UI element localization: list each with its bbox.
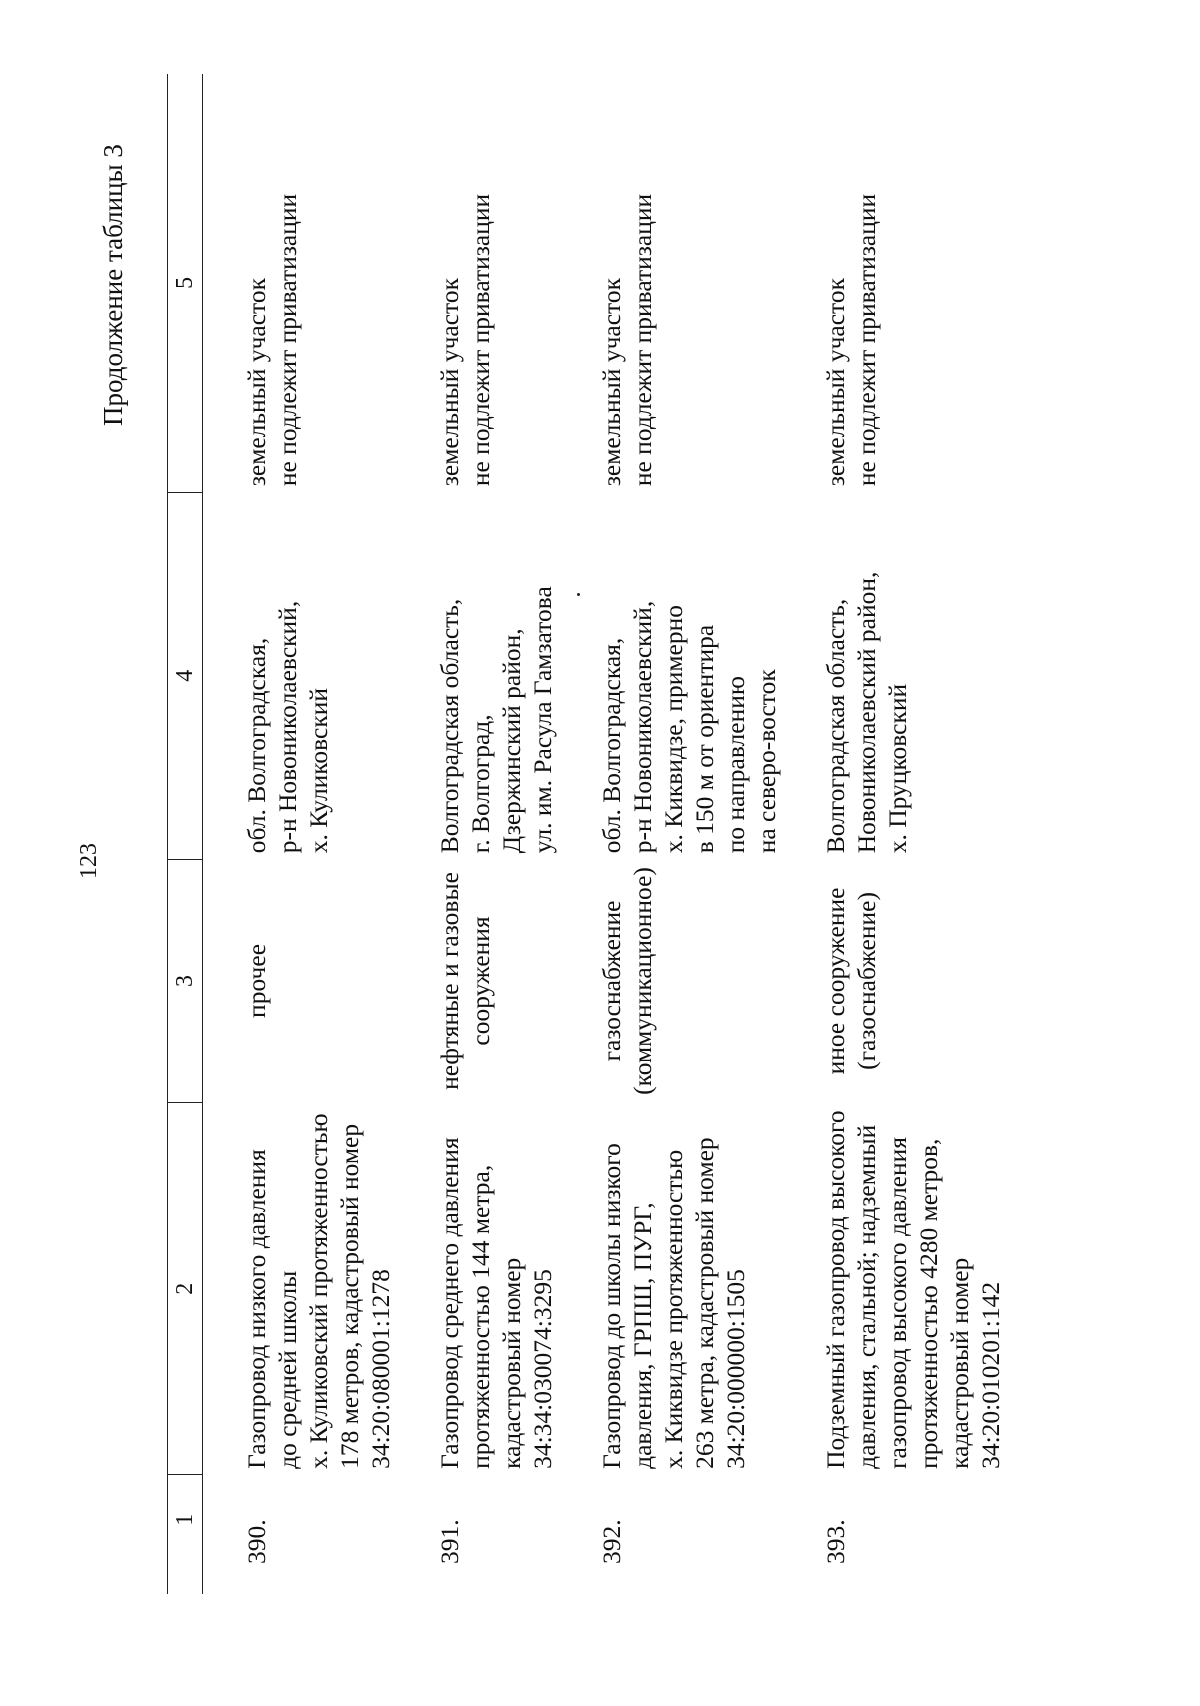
cell-line: кадастровый номер	[497, 1257, 526, 1469]
cell-line: (газоснабжение)	[852, 892, 881, 1070]
cell-line: давления, стальной; надземный	[852, 1124, 881, 1469]
cell-line: не подлежит приватизации	[273, 193, 302, 487]
address-cell	[558, 492, 782, 859]
address-cell	[782, 492, 1006, 859]
cell-line: х. Пруцковский	[883, 683, 912, 854]
cell-line: х. Киквидзе, примерно	[659, 604, 688, 854]
cell-line: 34:20:080001:1278	[366, 1269, 395, 1469]
cell-line: 34:20:000000:1505	[721, 1269, 750, 1469]
cell-line: земельный участок	[821, 278, 850, 487]
row-number-cell: 392.	[597, 1519, 626, 1564]
cell-line: по направлению	[721, 676, 750, 854]
cell-line: на северо-восток	[752, 669, 781, 854]
cell-line: земельный участок	[435, 278, 464, 487]
cell-line: Газопровод до школы низкого	[597, 1143, 626, 1469]
page-number: 123	[76, 843, 102, 879]
object-name-cell	[558, 1103, 782, 1475]
register-table	[167, 74, 1006, 1594]
column-number-row	[168, 74, 203, 1594]
cell-line: газоснабжение	[597, 900, 626, 1062]
address-cell	[396, 492, 558, 859]
object-name-cell	[396, 1103, 558, 1475]
cell-line: обл. Волгоградская,	[242, 637, 271, 854]
cell-line: 263 метра, кадастровый номер	[690, 1137, 719, 1469]
table-row	[396, 74, 558, 1594]
cell-line: р-н Новониколаевский,	[273, 600, 302, 854]
row-number-cell: 390.	[242, 1519, 271, 1564]
cell-line: (коммуникационное)	[628, 867, 657, 1095]
object-type-cell	[203, 859, 397, 1102]
note-cell	[203, 74, 397, 492]
row-number-cell: 391.	[435, 1519, 464, 1564]
note-cell	[558, 74, 782, 492]
stray-dot	[577, 593, 580, 596]
cell-line: газопровод высокого давления	[883, 1136, 912, 1469]
cell-line: нефтяные и газовые	[435, 872, 464, 1090]
column-number: 3	[168, 859, 203, 1102]
column-number: 4	[168, 492, 203, 859]
cell-line: до средней школы	[273, 1270, 302, 1469]
cell-line: не подлежит приватизации	[852, 193, 881, 487]
cell-line: Новониколаевский район,	[852, 571, 881, 854]
cell-line: х. Киквидзе протяженностью	[659, 1149, 688, 1469]
cell-line: прочее	[242, 943, 271, 1018]
cell-line: г. Волгоград,	[466, 714, 495, 854]
cell-line: обл. Волгоградская,	[597, 637, 626, 854]
cell-line: Газопровод низкого давления	[242, 1149, 271, 1469]
cell-line: Газопровод среднего давления	[435, 1137, 464, 1469]
cell-line: кадастровый номер	[945, 1257, 974, 1469]
column-number: 2	[168, 1103, 203, 1475]
cell-line: ул. им. Расула Гамзатова	[528, 586, 557, 854]
cell-line: протяженностью 144 метра,	[466, 1164, 495, 1469]
object-name-cell	[203, 1103, 397, 1475]
table-row	[203, 74, 397, 1594]
cell-line: 178 метров, кадастровый номер	[335, 1123, 364, 1469]
object-type-cell	[558, 859, 782, 1102]
cell-line: не подлежит приватизации	[628, 193, 657, 487]
cell-line: Волгоградская область,	[435, 598, 464, 854]
cell-line: 34:20:010201:142	[976, 1281, 1005, 1469]
cell-line: р-н Новониколаевский,	[628, 600, 657, 854]
continuation-caption: Продолжение таблицы 3	[98, 144, 128, 426]
cell-line: не подлежит приватизации	[466, 193, 495, 487]
address-cell	[203, 492, 397, 859]
cell-line: Дзержинский район,	[497, 628, 526, 854]
cell-line: земельный участок	[242, 278, 271, 487]
cell-line: Подземный газопровод высокого	[821, 1110, 850, 1469]
note-cell	[396, 74, 558, 492]
object-type-cell	[396, 859, 558, 1102]
cell-line: Волгоградская область,	[821, 598, 850, 854]
cell-line: земельный участок	[597, 278, 626, 487]
cell-line: х. Куликовский протяженностью	[304, 1113, 333, 1469]
column-number: 1	[168, 1475, 203, 1594]
cell-line: протяженностью 4280 метров,	[914, 1138, 943, 1469]
cell-line: иное сооружение	[821, 887, 850, 1075]
row-number-cell: 393.	[821, 1519, 850, 1564]
table-row	[558, 74, 782, 1594]
object-type-cell	[782, 859, 1006, 1102]
object-name-cell	[782, 1103, 1006, 1475]
cell-line: в 150 м от ориентира	[690, 624, 719, 854]
cell-line: сооружения	[466, 916, 495, 1046]
note-cell	[782, 74, 1006, 492]
column-number: 5	[168, 74, 203, 492]
table-row	[782, 74, 1006, 1594]
cell-line: давления, ГРПШ, ПУРГ,	[628, 1202, 657, 1469]
cell-line: х. Куликовский	[304, 687, 333, 854]
cell-line: 34:34:030074:3295	[528, 1269, 557, 1469]
